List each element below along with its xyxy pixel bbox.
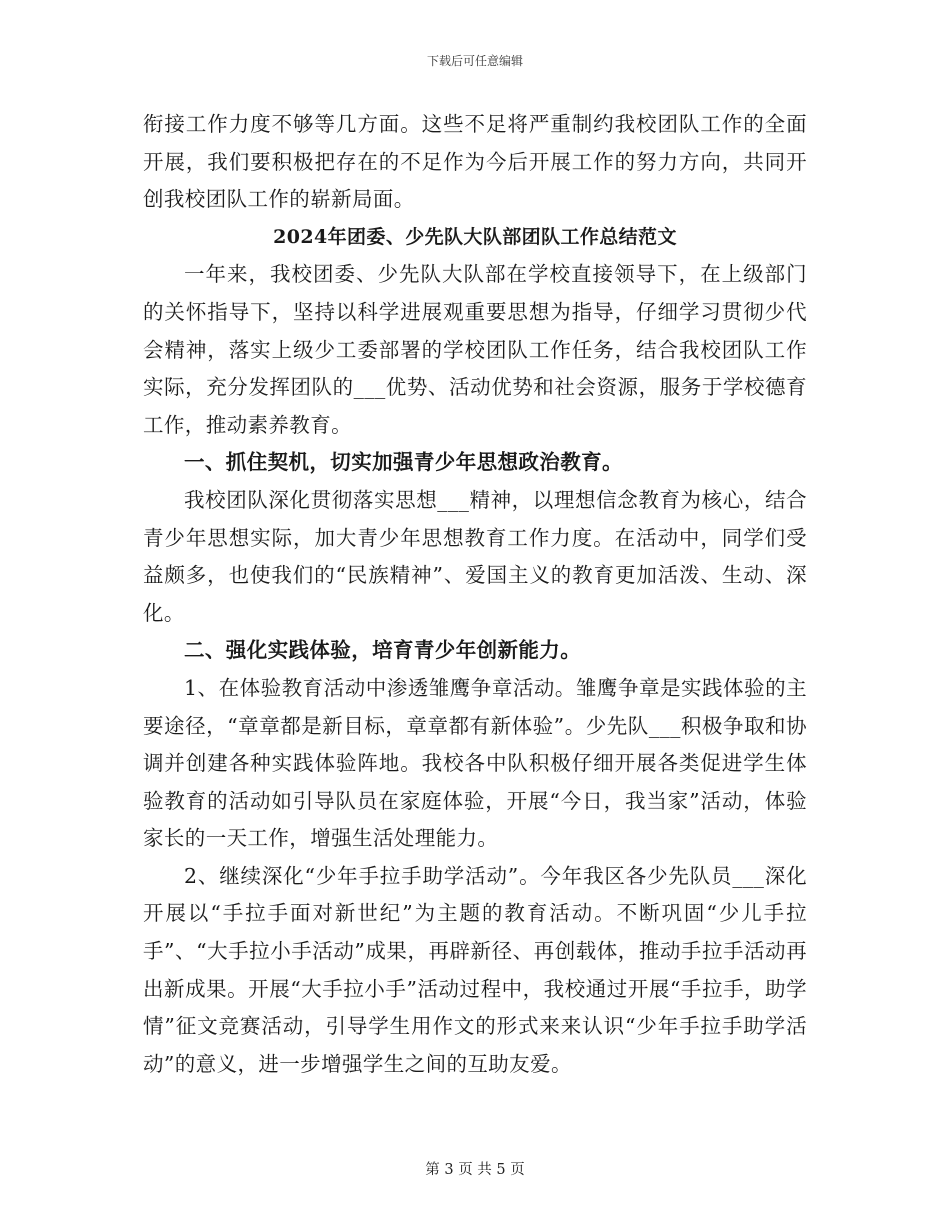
paragraph-continuation: 衔接工作力度不够等几方面。这些不足将严重制约我校团队工作的全面开展，我们要积极把存在的不足作为今后开展工作的努力方向，共同开创我校团队工作的崭新局面。: [143, 112, 807, 212]
document-body: [143, 106, 807, 1083]
section-heading-2: 二、强化实践体验，培育青少年创新能力。: [184, 638, 582, 663]
page-number: 第 3 页 共 5 页: [425, 1162, 525, 1178]
section-heading-1: 一、抓住契机，切实加强青少年思想政治教育。: [184, 450, 623, 475]
paragraph-section-2-item-2: 2、继续深化“少年手拉手助学活动”。今年我区各少先队员___深化开展以“手拉手面对新世纪”为主题的教育活动。不断巩固“少儿手拉手”、“大手拉小手活动”成果，再辟新径、再创载体，推动手拉手活动再出新成果。开展“大手拉小手”活动过程中，我校通过开展“手拉手，助学情”征文竞赛活动，引导学生用作文的形式来来认识“少年手拉手助学活动”的意义，进一步增强学生之间的互助友爱。: [143, 863, 807, 1076]
page-header-note: 下载后可任意编辑: [426, 54, 523, 68]
paragraph-section-2-item-1: 1、在体验教育活动中渗透雏鹰争章活动。雏鹰争章是实践体验的主要途径，“章章都是新目标，章章都有新体验”。少先队___积极争取和协调并创建各种实践体验阵地。我校各中队积极仔细开展各类促进学生体验教育的活动如引导队员在家庭体验，开展“今日，我当家”活动，体验家长的一天工作，增强生活处理能力。: [143, 675, 807, 851]
paragraph-intro: 一年来，我校团委、少先队大队部在学校直接领导下，在上级部门的关怀指导下，坚持以科学进展观重要思想为指导，仔细学习贯彻少代会精神，落实上级少工委部署的学校团队工作任务，结合我校团队工作实际，充分发挥团队的___优势、活动优势和社会资源，服务于学校德育工作，推动素养教育。: [143, 262, 807, 437]
document-title: 2024年团委、少先队大队部团队工作总结范文: [273, 225, 677, 248]
paragraph-section-1: 我校团队深化贯彻落实思想___精神，以理想信念教育为核心，结合青少年思想实际，加大青少年思想教育工作力度。在活动中，同学们受益颇多，也使我们的“民族精神”、爱国主义的教育更加活泼、生动、深化。: [143, 487, 807, 625]
